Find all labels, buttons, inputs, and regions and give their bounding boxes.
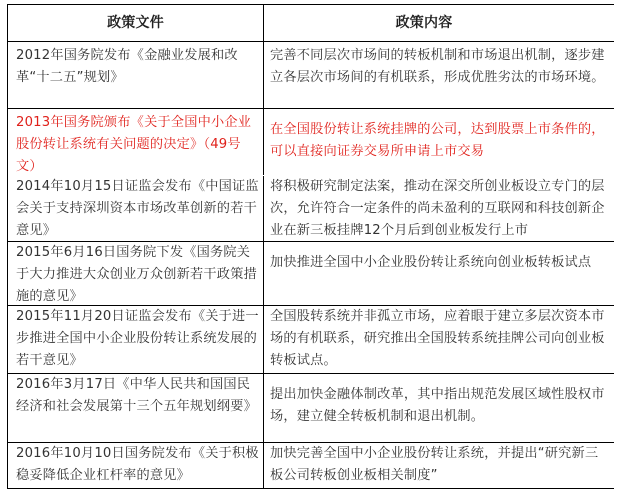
document-cell bbox=[8, 374, 264, 442]
document-text: 2012年国务院发布《金融业发展和改革“十二五”规划》 bbox=[16, 48, 238, 85]
content-text: 加快推进全国中小企业股份转让系统向创业板转板试点 bbox=[270, 255, 592, 270]
table-row bbox=[8, 42, 614, 109]
content-text: 在全国股份转让系统挂牌的公司，达到股票上市条件的，可以直接向证券交易所申请上市交易 bbox=[270, 122, 605, 159]
document-text: 2015年6月16日国务院下发《国务院关于大力推进大众创业万众创新若干政策措施的意见》 bbox=[16, 245, 257, 304]
content-cell bbox=[264, 176, 614, 241]
content-cell bbox=[264, 109, 614, 175]
table-row bbox=[8, 176, 614, 242]
header-cell-document bbox=[8, 5, 264, 41]
table-row bbox=[8, 374, 614, 443]
content-cell bbox=[264, 443, 614, 488]
content-cell bbox=[264, 306, 614, 373]
table-header-row bbox=[8, 5, 614, 42]
content-cell bbox=[264, 374, 614, 442]
document-text: 2015年11月20日证监会发布《关于进一步推进全国中小企业股份转让系统发展的若干意见》 bbox=[16, 309, 259, 368]
content-text: 将积极研究制定法案，推动在深交所创业板设立专门的层次，允许符合一定条件的尚未盈利的互联网和科技创新企业在新三板挂牌12个月后到创业板发行上市 bbox=[270, 179, 605, 238]
header-content-label: 政策内容 bbox=[395, 15, 453, 31]
document-text: 2016年10月10日国务院发布《关于积极稳妥降低企业杠杆率的意见》 bbox=[16, 446, 259, 483]
document-text: 2014年10月15日证监会发布《中国证监会关于支持深圳资本市场改革创新的若干意见》 bbox=[16, 179, 259, 238]
content-text: 完善不同层次市场间的转板机制和市场退出机制，逐步建立各层次市场间的有机联系，形成优胜劣汰的市场环境。 bbox=[270, 48, 605, 85]
content-cell bbox=[264, 42, 614, 108]
document-cell bbox=[8, 42, 264, 108]
table-row bbox=[8, 242, 614, 306]
policy-table bbox=[7, 4, 614, 489]
table-row bbox=[8, 443, 614, 489]
document-cell bbox=[8, 242, 264, 305]
header-cell-content bbox=[264, 5, 614, 41]
content-text: 全国股转系统并非孤立市场，应着眼于建立多层次资本市场的有机联系，研究推出全国股转系统挂牌公司向创业板转板试点。 bbox=[270, 309, 605, 368]
header-document-label: 政策文件 bbox=[107, 15, 164, 31]
content-cell bbox=[264, 242, 614, 305]
document-text: 2013年国务院颁布《关于全国中小企业股份转让系统有关问题的决定》（49号文） bbox=[16, 115, 252, 174]
document-cell bbox=[8, 176, 264, 241]
document-cell bbox=[8, 109, 264, 175]
document-cell bbox=[8, 306, 264, 373]
table-row-highlighted bbox=[8, 109, 614, 176]
table-row bbox=[8, 306, 614, 374]
content-text: 提出加快金融体制改革，其中指出规范发展区域性股权市场，建立健全转板机制和退出机制。 bbox=[270, 387, 605, 424]
document-cell bbox=[8, 443, 264, 488]
content-text: 加快完善全国中小企业股份转让系统，并提出“研究新三板公司转板创业板相关制度” bbox=[270, 446, 599, 483]
document-text: 2016年3月17日《中华人民共和国国民经济和社会发展第十三个五年规划纲要》 bbox=[16, 377, 257, 414]
